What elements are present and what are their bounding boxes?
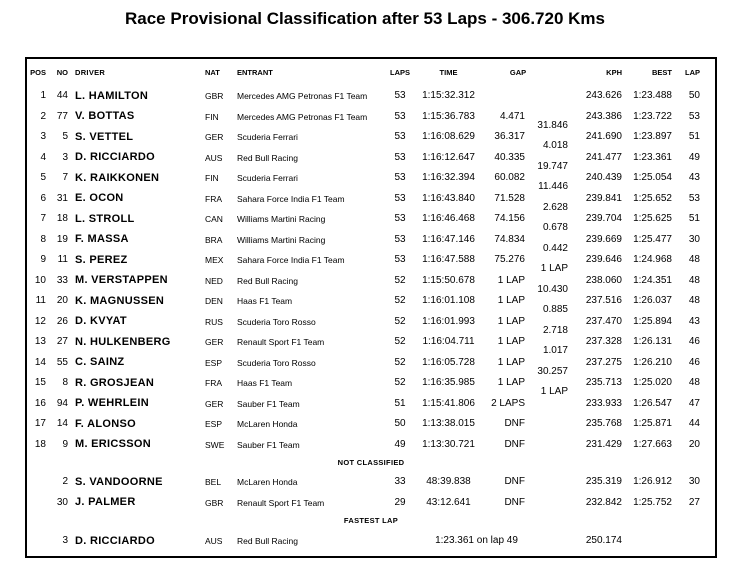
- kph-cell: 237.470: [585, 315, 622, 327]
- header-laps: LAPS: [389, 67, 410, 77]
- driver-name-cell: R. GROSJEAN: [75, 376, 155, 389]
- table-row: [27, 271, 715, 295]
- best-lap-time-cell: 1:25.652: [633, 192, 672, 204]
- nationality-cell: FRA: [205, 193, 222, 204]
- interval-value: 2.718: [542, 324, 568, 336]
- nationality-cell: GBR: [205, 91, 224, 101]
- gap-cell: 4.471: [499, 110, 525, 122]
- gap-cell: 1 LAP: [497, 377, 525, 389]
- best-lap-number-cell: 44: [688, 418, 700, 430]
- entrant-cell: Mercedes AMG Petronas F1 Team: [237, 91, 368, 101]
- car-number-cell: 44: [56, 90, 68, 102]
- gap-cell: 74.834: [494, 233, 525, 245]
- laps-cell: 33: [394, 476, 406, 488]
- nationality-cell: GER: [205, 337, 224, 347]
- car-number-cell: 33: [56, 274, 68, 286]
- page-title: Race Provisional Classification after 53 Laps - 306.720 Kms: [125, 9, 605, 28]
- driver-name-cell: N. HULKENBERG: [75, 335, 171, 348]
- fastest-lap-time: 1:23.361 on lap 49: [435, 535, 518, 547]
- best-lap-number-cell: 48: [688, 295, 700, 307]
- header-nat: NAT: [205, 67, 220, 77]
- header-time: TIME: [439, 67, 458, 77]
- kph-cell: 243.626: [585, 90, 622, 102]
- kph-cell: 235.319: [585, 476, 622, 488]
- time-cell: 1:16:46.468: [422, 213, 475, 225]
- nationality-cell: NED: [205, 275, 223, 286]
- gap-cell: 74.156: [494, 213, 525, 225]
- nationality-cell: AUS: [205, 152, 223, 163]
- nationality-cell: AUS: [205, 536, 223, 546]
- laps-cell: 29: [394, 496, 406, 508]
- laps-cell: 52: [394, 295, 406, 307]
- kph-cell: 250.174: [585, 535, 622, 547]
- kph-cell: 239.841: [585, 192, 622, 204]
- car-number-cell: 30: [56, 496, 68, 508]
- best-lap-number-cell: 27: [688, 496, 700, 508]
- position-cell: 16: [34, 397, 46, 409]
- entrant-cell: Sauber F1 Team: [237, 439, 300, 450]
- gap-cell: DNF: [504, 418, 525, 430]
- best-lap-time-cell: 1:25.752: [633, 496, 672, 508]
- position-cell: 13: [34, 336, 46, 348]
- position-cell: 3: [40, 131, 46, 143]
- gap-cell: 36.317: [494, 131, 525, 143]
- header-lap: LAP: [685, 67, 700, 77]
- header-entrant: ENTRANT: [237, 67, 273, 77]
- interval-value: 11.446: [538, 181, 568, 192]
- position-cell: 18: [34, 438, 46, 450]
- header-driver: DRIVER: [75, 67, 106, 77]
- header-kph: KPH: [606, 67, 622, 77]
- time-cell: 1:16:35.985: [422, 377, 475, 389]
- entrant-cell: Renault Sport F1 Team: [237, 497, 325, 508]
- kph-cell: 240.439: [585, 172, 622, 184]
- entrant-cell: Sauber F1 Team: [237, 398, 300, 409]
- best-lap-time-cell: 1:26.912: [633, 476, 672, 488]
- time-cell: 1:16:32.394: [422, 172, 475, 184]
- best-lap-time-cell: 1:23.488: [633, 90, 672, 102]
- kph-cell: 238.060: [585, 274, 622, 286]
- best-lap-time-cell: 1:25.894: [633, 315, 672, 327]
- best-lap-time-cell: 1:27.663: [633, 438, 672, 450]
- best-lap-time-cell: 1:24.351: [633, 274, 672, 286]
- car-number-cell: 27: [56, 336, 68, 348]
- position-cell: 17: [34, 418, 46, 430]
- laps-cell: 53: [394, 213, 406, 225]
- time-cell: 1:16:01.108: [422, 295, 475, 307]
- table-header-row: [27, 59, 715, 86]
- laps-cell: 52: [394, 336, 406, 348]
- table-row: [27, 435, 715, 456]
- car-number-cell: 11: [57, 254, 68, 266]
- nationality-cell: GER: [205, 398, 224, 409]
- laps-cell: 49: [394, 438, 406, 450]
- entrant-cell: Red Bull Racing: [237, 536, 298, 546]
- time-cell: 48:39.838: [426, 476, 471, 488]
- classified-rows: [27, 86, 715, 455]
- nationality-cell: CAN: [205, 214, 223, 224]
- table-row: [27, 353, 715, 377]
- position-cell: 7: [40, 213, 46, 225]
- not-classified-rows: [27, 469, 715, 513]
- position-cell: 15: [34, 377, 46, 389]
- nationality-cell: RUS: [205, 316, 223, 327]
- interval-value: 2.628: [542, 201, 568, 213]
- best-lap-number-cell: 48: [688, 377, 700, 389]
- driver-name-cell: D. KVYAT: [75, 315, 127, 328]
- driver-name-cell: K. RAIKKONEN: [75, 171, 160, 184]
- best-lap-number-cell: 30: [688, 476, 700, 488]
- best-lap-time-cell: 1:25.477: [633, 233, 672, 245]
- driver-name-cell: S. PEREZ: [75, 253, 128, 266]
- driver-name-cell: L. STROLL: [75, 212, 135, 225]
- best-lap-time-cell: 1:26.131: [633, 336, 672, 348]
- table-row: [27, 86, 715, 107]
- kph-cell: 239.646: [585, 254, 622, 266]
- table-row: [27, 209, 715, 233]
- best-lap-number-cell: 30: [688, 233, 700, 245]
- interval-value: 30.257: [537, 365, 568, 377]
- nationality-cell: ESP: [205, 357, 223, 368]
- kph-cell: 235.768: [585, 418, 622, 430]
- interval-cell: [525, 107, 568, 131]
- car-number-cell: 9: [62, 438, 68, 450]
- time-cell: 1:15:41.806: [422, 397, 475, 409]
- best-lap-time-cell: 1:23.361: [633, 151, 672, 163]
- header-pos: POS: [30, 67, 46, 77]
- gap-cell: 2 LAPS: [491, 397, 525, 409]
- best-lap-number-cell: 48: [688, 254, 700, 266]
- position-cell: 4: [40, 151, 46, 163]
- gap-cell: 40.335: [494, 151, 525, 163]
- driver-name-cell: D. RICCIARDO: [75, 534, 155, 547]
- table-row: [27, 394, 715, 415]
- fastest-lap-label: FASTEST LAP: [343, 515, 399, 525]
- entrant-cell: Mercedes AMG Petronas F1 Team: [237, 111, 368, 122]
- car-number-cell: 19: [56, 233, 68, 245]
- kph-cell: 241.690: [585, 131, 622, 143]
- entrant-cell: Williams Martini Racing: [237, 214, 326, 224]
- driver-name-cell: F. ALONSO: [75, 417, 136, 430]
- best-lap-number-cell: 53: [688, 192, 700, 204]
- laps-cell: 52: [394, 356, 406, 368]
- best-lap-number-cell: 50: [688, 90, 700, 102]
- car-number-cell: 26: [56, 315, 68, 327]
- car-number-cell: 3: [62, 151, 68, 163]
- driver-name-cell: F. MASSA: [75, 233, 129, 246]
- nationality-cell: BEL: [205, 477, 222, 487]
- laps-cell: 51: [394, 397, 406, 409]
- best-lap-time-cell: 1:25.020: [633, 377, 672, 389]
- kph-cell: 233.933: [585, 397, 622, 409]
- interval-value: 0.885: [542, 304, 568, 315]
- nationality-cell: SWE: [205, 439, 225, 450]
- table-row: [27, 127, 715, 151]
- entrant-cell: Scuderia Toro Rosso: [237, 316, 316, 327]
- table-row: [27, 168, 715, 192]
- driver-name-cell: M. ERICSSON: [75, 438, 152, 451]
- kph-cell: 235.713: [585, 377, 622, 389]
- position-cell: 12: [34, 315, 46, 327]
- best-lap-number-cell: 43: [688, 172, 700, 184]
- laps-cell: 53: [394, 192, 406, 204]
- best-lap-number-cell: 47: [688, 397, 700, 409]
- interval-value: 1 LAP: [540, 386, 568, 397]
- best-lap-time-cell: 1:25.871: [633, 418, 672, 430]
- nationality-cell: FIN: [205, 111, 219, 122]
- interval-value: 31.846: [537, 119, 568, 131]
- position-cell: 10: [34, 274, 46, 286]
- car-number-cell: 77: [56, 110, 68, 122]
- laps-cell: 52: [394, 377, 406, 389]
- best-lap-number-cell: 53: [688, 110, 700, 122]
- position-cell: 5: [40, 172, 46, 184]
- car-number-cell: 5: [62, 131, 68, 143]
- car-number-cell: 20: [56, 295, 68, 307]
- results-table: [25, 57, 717, 558]
- nationality-cell: MEX: [205, 255, 224, 265]
- gap-cell: DNF: [504, 476, 525, 488]
- entrant-cell: Renault Sport F1 Team: [237, 337, 325, 347]
- not-classified-label: NOT CLASSIFIED: [337, 457, 405, 467]
- interval-cell: [525, 472, 568, 493]
- gap-cell: 1 LAP: [497, 295, 525, 307]
- time-cell: 1:16:12.647: [422, 151, 475, 163]
- table-row: [27, 332, 715, 356]
- laps-cell: 50: [394, 418, 406, 430]
- table-row: [27, 230, 715, 254]
- table-row: [27, 312, 715, 336]
- interval-value: 10.430: [537, 283, 568, 295]
- laps-cell: 53: [394, 172, 406, 184]
- gap-cell: 71.528: [494, 192, 525, 204]
- car-number-cell: 3: [62, 535, 68, 547]
- time-cell: 1:16:04.711: [422, 336, 475, 348]
- time-cell: 1:16:08.629: [422, 131, 475, 143]
- best-lap-number-cell: 48: [688, 274, 700, 286]
- car-number-cell: 7: [62, 172, 68, 184]
- time-cell: 1:16:05.728: [422, 356, 475, 368]
- driver-name-cell: D. RICCIARDO: [75, 151, 155, 164]
- table-row: [27, 107, 715, 131]
- best-lap-number-cell: 43: [688, 315, 700, 327]
- position-cell: 14: [34, 356, 46, 368]
- car-number-cell: 18: [56, 213, 68, 225]
- nationality-cell: GBR: [205, 497, 224, 508]
- gap-cell: 75.276: [494, 254, 525, 266]
- table-row: [27, 291, 715, 315]
- laps-cell: 53: [394, 151, 406, 163]
- entrant-cell: Red Bull Racing: [237, 275, 298, 286]
- entrant-cell: Haas F1 Team: [237, 296, 293, 306]
- best-lap-number-cell: 51: [688, 213, 700, 225]
- table-row: [27, 493, 715, 514]
- best-lap-time-cell: 1:25.625: [633, 213, 672, 225]
- interval-cell: [525, 435, 568, 456]
- kph-cell: 232.842: [585, 496, 622, 508]
- interval-cell: [525, 493, 568, 514]
- table-row: [27, 189, 715, 213]
- gap-cell: DNF: [504, 496, 525, 508]
- driver-name-cell: V. BOTTAS: [75, 110, 135, 123]
- interval-value: 4.018: [542, 140, 568, 151]
- interval-value: 19.747: [537, 160, 568, 172]
- best-lap-time-cell: 1:26.210: [633, 356, 672, 368]
- interval-value: 1 LAP: [540, 263, 568, 274]
- time-cell: 1:15:32.312: [422, 90, 475, 102]
- entrant-cell: Scuderia Ferrari: [237, 173, 298, 183]
- best-lap-time-cell: 1:23.722: [633, 110, 672, 122]
- driver-name-cell: M. VERSTAPPEN: [75, 274, 168, 287]
- driver-name-cell: S. VANDOORNE: [75, 475, 163, 488]
- best-lap-number-cell: 20: [688, 438, 700, 450]
- position-cell: 8: [40, 233, 46, 245]
- entrant-cell: Scuderia Toro Rosso: [237, 357, 316, 368]
- fastest-lap-row: [27, 531, 715, 552]
- gap-cell: 1 LAP: [497, 315, 525, 327]
- time-cell: 1:16:01.993: [422, 315, 475, 327]
- kph-cell: 231.429: [585, 438, 622, 450]
- nationality-cell: BRA: [205, 234, 223, 245]
- kph-cell: 239.704: [585, 213, 622, 225]
- nationality-cell: FRA: [205, 378, 222, 388]
- kph-cell: 237.275: [585, 356, 622, 368]
- nationality-cell: ESP: [205, 419, 223, 429]
- entrant-cell: Haas F1 Team: [237, 378, 293, 388]
- gap-cell: 60.082: [494, 172, 525, 184]
- gap-cell: DNF: [504, 438, 525, 450]
- entrant-cell: McLaren Honda: [237, 477, 298, 487]
- laps-cell: 53: [394, 131, 406, 143]
- time-cell: 1:15:36.783: [422, 110, 475, 122]
- entrant-cell: McLaren Honda: [237, 419, 298, 429]
- table-row: [27, 148, 715, 172]
- laps-cell: 52: [394, 274, 406, 286]
- time-cell: 1:16:43.840: [422, 192, 475, 204]
- driver-name-cell: S. VETTEL: [75, 130, 134, 143]
- laps-cell: 53: [394, 90, 406, 102]
- table-row: [27, 373, 715, 397]
- best-lap-number-cell: 46: [688, 356, 700, 368]
- position-cell: 1: [40, 90, 46, 102]
- position-cell: 2: [40, 110, 46, 122]
- time-cell: 1:13:30.721: [422, 438, 475, 450]
- best-lap-number-cell: 46: [688, 336, 700, 348]
- time-cell: 1:16:47.146: [422, 233, 475, 245]
- interval-value: 0.678: [542, 222, 568, 233]
- position-cell: 6: [40, 192, 46, 204]
- header-best: BEST: [651, 67, 672, 77]
- kph-cell: 237.328: [585, 336, 622, 348]
- car-number-cell: 14: [56, 418, 68, 430]
- table-row: [27, 414, 715, 435]
- kph-cell: 243.386: [585, 110, 622, 122]
- entrant-cell: Sahara Force India F1 Team: [237, 193, 345, 204]
- driver-name-cell: J. PALMER: [75, 496, 136, 509]
- position-cell: 11: [35, 295, 46, 307]
- kph-cell: 241.477: [585, 151, 622, 163]
- gap-cell: 1 LAP: [497, 336, 525, 348]
- car-number-cell: 2: [62, 476, 68, 488]
- header-gap: GAP: [509, 67, 527, 77]
- laps-cell: 53: [394, 110, 406, 122]
- interval-cell: [525, 414, 568, 435]
- car-number-cell: 94: [56, 397, 68, 409]
- kph-cell: 237.516: [585, 295, 622, 307]
- nationality-cell: DEN: [205, 296, 223, 306]
- driver-name-cell: E. OCON: [75, 192, 124, 205]
- entrant-cell: Red Bull Racing: [237, 152, 298, 163]
- nationality-cell: GER: [205, 132, 224, 142]
- driver-name-cell: P. WEHRLEIN: [75, 397, 149, 410]
- entrant-cell: Williams Martini Racing: [237, 234, 326, 245]
- laps-cell: 53: [394, 233, 406, 245]
- table-row: [27, 250, 715, 274]
- best-lap-time-cell: 1:24.968: [633, 254, 672, 266]
- best-lap-time-cell: 1:26.037: [633, 295, 672, 307]
- best-lap-time-cell: 1:26.547: [633, 397, 672, 409]
- gap-cell: 1 LAP: [497, 356, 525, 368]
- laps-cell: 52: [394, 315, 406, 327]
- time-cell: 1:13:38.015: [422, 418, 475, 430]
- time-cell: 1:15:50.678: [422, 274, 475, 286]
- table-row: [27, 472, 715, 493]
- best-lap-time-cell: 1:23.897: [633, 131, 672, 143]
- entrant-cell: Sahara Force India F1 Team: [237, 255, 345, 265]
- laps-cell: 53: [394, 254, 406, 266]
- interval-cell: [525, 86, 568, 107]
- entrant-cell: Scuderia Ferrari: [237, 132, 298, 142]
- interval-value: 0.442: [542, 242, 568, 254]
- car-number-cell: 55: [56, 356, 68, 368]
- interval-value: 1.017: [542, 345, 568, 356]
- driver-name-cell: L. HAMILTON: [75, 89, 149, 102]
- time-cell: 43:12.641: [426, 496, 471, 508]
- best-lap-time-cell: 1:25.054: [633, 172, 672, 184]
- car-number-cell: 31: [56, 192, 68, 204]
- nationality-cell: FIN: [205, 173, 219, 183]
- driver-name-cell: K. MAGNUSSEN: [75, 294, 165, 307]
- position-cell: 9: [40, 254, 46, 266]
- header-no: NO: [56, 67, 68, 77]
- driver-name-cell: C. SAINZ: [75, 356, 125, 369]
- car-number-cell: 8: [62, 377, 68, 389]
- best-lap-number-cell: 49: [688, 151, 700, 163]
- kph-cell: 239.669: [585, 233, 622, 245]
- gap-cell: 1 LAP: [497, 274, 525, 286]
- best-lap-number-cell: 51: [688, 131, 700, 143]
- time-cell: 1:16:47.588: [422, 254, 475, 266]
